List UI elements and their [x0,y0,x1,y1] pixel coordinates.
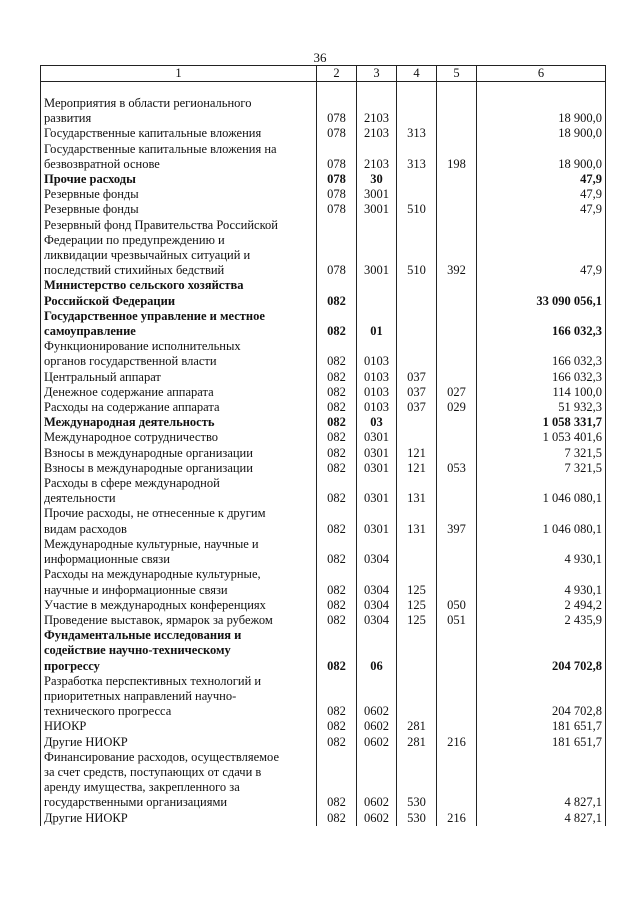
row-code-expense-cell: 053 [437,461,477,476]
row-name-cell: Функционирование исполнительных органов государственной власти [41,339,317,369]
row-code-ministry-cell: 082 [317,735,357,750]
row-code-ministry-cell: 082 [317,811,357,826]
row-code-expense-cell: 029 [437,400,477,415]
row-name-cell: Государственное управление и местное самоуправление [41,309,317,339]
row-code-target-cell: 281 [397,719,437,734]
row-code-target-cell [397,309,437,339]
row-code-section-cell: 0602 [357,735,397,750]
table-row [41,461,606,476]
row-name-cell: Резервный фонд Правительства Российской Федерации по предупреждению и ликвидации чрезвычайных ситуаций и последствий стихийных бедствий [41,218,317,279]
row-amount-cell: 4 827,1 [477,750,606,811]
row-code-target-cell [397,537,437,567]
row-code-expense-cell: 397 [437,506,477,536]
row-name-cell: Участие в международных конференциях [41,598,317,613]
row-amount-cell: 2 435,9 [477,613,606,628]
row-name-cell: Финансирование расходов, осуществляемое за счет средств, поступающих от сдачи в аренду имущества, закрепленного за государственными организациями [41,750,317,811]
row-code-expense-cell [437,430,477,445]
row-code-section-cell: 0304 [357,598,397,613]
row-code-expense-cell: 050 [437,598,477,613]
row-code-ministry-cell: 078 [317,218,357,279]
row-amount-cell: 1 046 080,1 [477,476,606,506]
row-code-ministry-cell: 082 [317,567,357,597]
row-code-ministry-cell: 082 [317,385,357,400]
table-row [41,750,606,811]
column-header: 2 [317,66,357,82]
row-code-section-cell: 0103 [357,339,397,369]
table-row [41,415,606,430]
row-code-expense-cell [437,674,477,720]
table-row [41,674,606,720]
row-code-expense-cell [437,339,477,369]
row-code-ministry-cell: 082 [317,461,357,476]
row-code-section-cell: 0301 [357,476,397,506]
row-amount-cell: 114 100,0 [477,385,606,400]
row-code-expense-cell [437,278,477,308]
row-code-target-cell: 510 [397,202,437,217]
row-amount-cell: 204 702,8 [477,674,606,720]
row-amount-cell: 4 930,1 [477,567,606,597]
row-code-target-cell [397,278,437,308]
row-code-section-cell: 30 [357,172,397,187]
table-row [41,719,606,734]
row-code-ministry-cell: 082 [317,430,357,445]
row-code-ministry-cell: 078 [317,126,357,141]
row-code-expense-cell [437,309,477,339]
row-code-target-cell: 121 [397,461,437,476]
row-code-target-cell [397,628,437,674]
table-row [41,613,606,628]
row-code-section-cell [357,278,397,308]
budget-table [40,65,606,826]
row-code-ministry-cell: 082 [317,415,357,430]
row-amount-cell: 4 827,1 [477,811,606,826]
table-row [41,202,606,217]
row-code-section-cell: 0103 [357,370,397,385]
column-header: 6 [477,66,606,82]
row-code-ministry-cell: 082 [317,674,357,720]
row-code-target-cell: 037 [397,400,437,415]
row-code-ministry-cell: 082 [317,309,357,339]
row-code-ministry-cell: 078 [317,187,357,202]
row-name-cell: Государственные капитальные вложения [41,126,317,141]
row-amount-cell: 18 900,0 [477,142,606,172]
row-code-section-cell: 0602 [357,719,397,734]
row-code-target-cell: 131 [397,506,437,536]
row-amount-cell: 18 900,0 [477,126,606,141]
row-code-target-cell: 530 [397,811,437,826]
row-name-cell: Резервные фонды [41,202,317,217]
row-name-cell: Расходы в сфере международной деятельности [41,476,317,506]
row-code-section-cell: 2103 [357,126,397,141]
row-name-cell: Взносы в международные организации [41,446,317,461]
row-code-expense-cell [437,415,477,430]
row-code-target-cell: 037 [397,370,437,385]
column-header: 4 [397,66,437,82]
row-code-section-cell: 0602 [357,750,397,811]
row-code-ministry-cell: 082 [317,598,357,613]
row-code-expense-cell [437,719,477,734]
row-code-expense-cell [437,476,477,506]
row-name-cell: Денежное содержание аппарата [41,385,317,400]
row-code-target-cell [397,172,437,187]
budget-table-container [40,65,605,826]
table-spacer-row [41,82,606,97]
row-amount-cell: 47,9 [477,218,606,279]
page-number: 36 [313,50,327,65]
row-code-ministry-cell: 082 [317,370,357,385]
row-code-ministry-cell: 082 [317,476,357,506]
table-body [41,82,606,826]
row-code-ministry-cell: 082 [317,613,357,628]
row-code-ministry-cell: 082 [317,278,357,308]
row-name-cell: Прочие расходы [41,172,317,187]
row-amount-cell: 181 651,7 [477,719,606,734]
row-code-ministry-cell: 078 [317,172,357,187]
row-code-target-cell: 125 [397,567,437,597]
row-code-ministry-cell: 082 [317,537,357,567]
table-row [41,126,606,141]
row-code-section-cell: 0301 [357,430,397,445]
table-row [41,278,606,308]
row-code-section-cell: 0602 [357,811,397,826]
row-code-section-cell: 0301 [357,461,397,476]
row-name-cell: Прочие расходы, не отнесенные к другим видам расходов [41,506,317,536]
column-header: 1 [41,66,317,82]
table-row [41,506,606,536]
row-amount-cell: 33 090 056,1 [477,278,606,308]
row-code-ministry-cell: 082 [317,628,357,674]
row-code-section-cell: 3001 [357,187,397,202]
row-code-target-cell: 530 [397,750,437,811]
row-code-ministry-cell: 082 [317,719,357,734]
table-header-row [41,66,606,82]
table-row [41,400,606,415]
row-code-section-cell: 3001 [357,202,397,217]
row-code-target-cell [397,674,437,720]
row-code-ministry-cell: 082 [317,446,357,461]
row-code-ministry-cell: 082 [317,339,357,369]
row-name-cell: Взносы в международные организации [41,461,317,476]
row-code-expense-cell: 198 [437,142,477,172]
row-name-cell: Международная деятельность [41,415,317,430]
row-amount-cell: 51 932,3 [477,400,606,415]
row-amount-cell: 7 321,5 [477,461,606,476]
row-code-target-cell [397,187,437,202]
row-amount-cell: 1 046 080,1 [477,506,606,536]
row-code-section-cell: 0301 [357,506,397,536]
row-amount-cell: 166 032,3 [477,370,606,385]
row-code-target-cell [397,415,437,430]
row-name-cell: Другие НИОКР [41,735,317,750]
table-row [41,567,606,597]
table-row [41,446,606,461]
row-amount-cell: 166 032,3 [477,339,606,369]
table-row [41,476,606,506]
row-amount-cell: 1 053 401,6 [477,430,606,445]
table-row [41,735,606,750]
row-code-target-cell: 121 [397,446,437,461]
row-code-ministry-cell: 078 [317,202,357,217]
row-code-section-cell: 0103 [357,400,397,415]
row-code-target-cell: 037 [397,385,437,400]
row-code-expense-cell [437,628,477,674]
row-code-expense-cell [437,370,477,385]
row-code-expense-cell [437,567,477,597]
row-code-section-cell: 0304 [357,613,397,628]
row-amount-cell: 47,9 [477,202,606,217]
row-code-ministry-cell: 082 [317,750,357,811]
table-row [41,142,606,172]
table-row [41,598,606,613]
table-row [41,187,606,202]
table-row [41,218,606,279]
row-code-target-cell [397,339,437,369]
column-header: 5 [437,66,477,82]
row-code-target-cell: 125 [397,598,437,613]
row-code-section-cell: 3001 [357,218,397,279]
row-amount-cell: 181 651,7 [477,735,606,750]
row-code-expense-cell [437,446,477,461]
row-code-ministry-cell: 082 [317,506,357,536]
row-code-section-cell: 2103 [357,142,397,172]
row-name-cell: Разработка перспективных технологий и приоритетных направлений научно- технического прогресса [41,674,317,720]
row-code-target-cell: 125 [397,613,437,628]
row-name-cell: Международные культурные, научные и информационные связи [41,537,317,567]
row-amount-cell: 204 702,8 [477,628,606,674]
row-name-cell: НИОКР [41,719,317,734]
row-amount-cell: 47,9 [477,172,606,187]
row-name-cell: Государственные капитальные вложения на безвозвратной основе [41,142,317,172]
row-code-section-cell: 0304 [357,537,397,567]
row-code-target-cell [397,430,437,445]
row-name-cell: Другие НИОКР [41,811,317,826]
table-row [41,537,606,567]
row-code-target-cell: 313 [397,126,437,141]
row-code-section-cell: 06 [357,628,397,674]
row-code-expense-cell [437,750,477,811]
column-header: 3 [357,66,397,82]
table-row [41,370,606,385]
row-code-ministry-cell: 078 [317,96,357,126]
row-code-expense-cell: 392 [437,218,477,279]
row-code-section-cell: 03 [357,415,397,430]
row-code-target-cell: 313 [397,142,437,172]
row-code-target-cell: 510 [397,218,437,279]
row-amount-cell: 7 321,5 [477,446,606,461]
row-code-expense-cell [437,537,477,567]
row-code-target-cell [397,96,437,126]
row-name-cell: Фундаментальные исследования и содействие научно-техническому прогрессу [41,628,317,674]
row-code-expense-cell [437,187,477,202]
row-code-expense-cell: 027 [437,385,477,400]
row-code-expense-cell [437,96,477,126]
table-row [41,309,606,339]
table-row [41,96,606,126]
table-row [41,811,606,826]
table-row [41,385,606,400]
row-amount-cell: 18 900,0 [477,96,606,126]
row-name-cell: Резервные фонды [41,187,317,202]
row-name-cell: Министерство сельского хозяйства Российской Федерации [41,278,317,308]
row-name-cell: Проведение выставок, ярмарок за рубежом [41,613,317,628]
row-code-ministry-cell: 078 [317,142,357,172]
row-code-section-cell: 0103 [357,385,397,400]
row-code-target-cell: 281 [397,735,437,750]
row-code-section-cell: 01 [357,309,397,339]
row-code-expense-cell [437,172,477,187]
row-amount-cell: 166 032,3 [477,309,606,339]
row-code-expense-cell: 051 [437,613,477,628]
row-name-cell: Центральный аппарат [41,370,317,385]
row-amount-cell: 4 930,1 [477,537,606,567]
row-code-section-cell: 0304 [357,567,397,597]
row-amount-cell: 2 494,2 [477,598,606,613]
row-code-expense-cell: 216 [437,811,477,826]
row-code-target-cell: 131 [397,476,437,506]
row-code-expense-cell: 216 [437,735,477,750]
row-name-cell: Международное сотрудничество [41,430,317,445]
row-name-cell: Расходы на содержание аппарата [41,400,317,415]
row-amount-cell: 1 058 331,7 [477,415,606,430]
row-name-cell: Мероприятия в области регионального развития [41,96,317,126]
table-row [41,339,606,369]
row-code-expense-cell [437,202,477,217]
row-amount-cell: 47,9 [477,187,606,202]
table-row [41,172,606,187]
row-code-section-cell: 0301 [357,446,397,461]
row-name-cell: Расходы на международные культурные, научные и информационные связи [41,567,317,597]
table-row [41,430,606,445]
table-row [41,628,606,674]
row-code-expense-cell [437,126,477,141]
row-code-section-cell: 2103 [357,96,397,126]
row-code-ministry-cell: 082 [317,400,357,415]
row-code-section-cell: 0602 [357,674,397,720]
